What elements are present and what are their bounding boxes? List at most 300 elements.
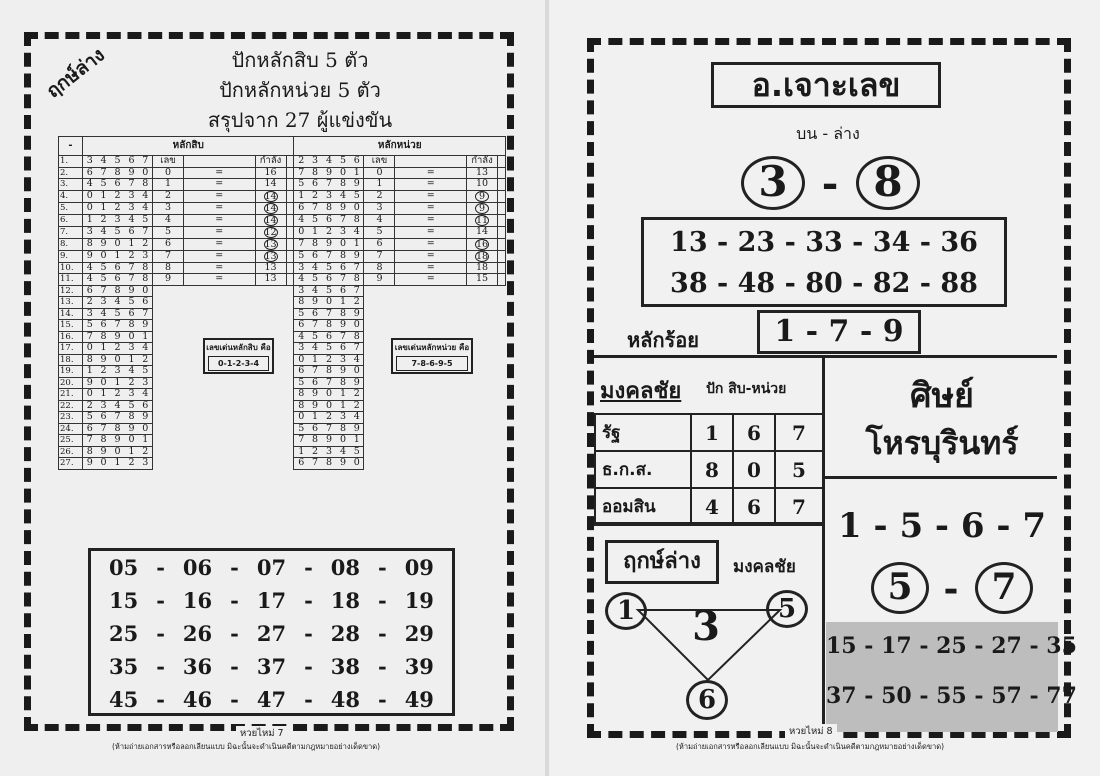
table-cell: 5 [97,262,111,274]
table-row [59,285,506,297]
table-cell: 16. [59,331,83,343]
table-cell: 8 [139,262,153,274]
table-cell [153,458,294,470]
table-cell: 4 [125,366,139,378]
table-cell: 6 [125,156,139,168]
table-cell [364,446,506,458]
table-row [59,274,506,286]
table-cell: 7 [308,202,322,214]
table-row [59,297,506,309]
table-cell [467,226,498,238]
table-cell: 9 [336,366,350,378]
table-cell: 8 [336,250,350,262]
table-cell [184,156,256,168]
table-cell: 9 [336,458,350,470]
table-cell [153,435,294,447]
table-cell: 0 [322,400,336,412]
table-cell [255,202,286,214]
table-cell: 4 [322,156,336,168]
table-cell: 9 [125,423,139,435]
table-cell: 1 [139,331,153,343]
table-cell: 0 [97,377,111,389]
table-cell [255,250,286,262]
table-cell: 0 [322,297,336,309]
table-cell: 8 [350,274,364,286]
table-row [59,167,506,179]
table-cell [153,285,294,297]
main-separator: - [821,160,839,207]
mongkol-label: รัฐ [595,414,691,451]
units-summary-title: เลขเด่นหลักหน่วย คือ [394,343,470,352]
table-cell: 18. [59,354,83,366]
table-row [59,458,506,470]
header-line-2: ปักหลักหน่วย 5 ตัว [219,78,381,102]
table-cell: 19. [59,366,83,378]
table-cell: 8 [350,331,364,343]
table-cell: 7 [308,320,322,332]
table-cell: 3 [336,354,350,366]
count-value: 14 [264,178,277,190]
table-cell: 6 [111,274,125,286]
table-cell: 9 [125,285,139,297]
table-cell: 1 [97,190,111,202]
table-cell: 1 [125,354,139,366]
table-cell: 24. [59,423,83,435]
table-cell: 4 [83,179,97,191]
table-cell: 4 [111,400,125,412]
table-cell: = [395,167,467,179]
table-cell: 8 [139,274,153,286]
table-cell: = [184,250,256,262]
table-cell: 5 [350,190,364,202]
table-cell: 8 [294,297,308,309]
table-cell: 1 [83,366,97,378]
table-row [59,250,506,262]
mongkol-subtitle: ปัก สิบ-หน่วย [706,381,787,397]
table-cell: 4 [308,285,322,297]
table-cell [255,190,286,202]
number-row: 45 - 46 - 47 - 48 - 49 [109,687,434,712]
table-cell: 2 [322,412,336,424]
right-footer: หวยไหม่ 8 [785,724,837,739]
table-cell: 5 [83,320,97,332]
table-cell: 2 [139,238,153,250]
disciple-left-digit: 5 [871,562,929,614]
table-cell: 9 [97,446,111,458]
table-cell: 6 [336,343,350,355]
table-cell: 8 [336,308,350,320]
number-cell: 17 [256,588,287,613]
table-cell: 4. [59,190,83,202]
table-cell [498,156,506,168]
table-cell: 8 [83,354,97,366]
number-cell: 35 [109,654,139,679]
table-cell: 8 [322,320,336,332]
table-cell: 9 [139,412,153,424]
count-value: 11 [476,214,489,226]
number-cell: 48 [330,687,360,712]
count-value: 9 [475,203,489,214]
mongkol-cell: 6 [733,488,775,525]
table-row [59,238,506,250]
table-cell [364,320,506,332]
table-cell: 0 [97,458,111,470]
table-cell: 7 [350,262,364,274]
table-cell: 9 [111,435,125,447]
triangle-subtitle: มงคลชัย [733,557,796,577]
table-cell: 7 [322,423,336,435]
table-cell: 3 [336,226,350,238]
table-cell: 8 [125,412,139,424]
table-cell: 3. [59,179,83,191]
table-row [59,423,506,435]
table-cell [364,377,506,389]
triangle-divider [594,522,824,525]
table-cell: 8 [125,320,139,332]
number-cell: 09 [404,555,434,580]
header-units: หลักหน่วย [294,137,506,156]
table-cell [153,412,294,424]
table-cell: 5 [111,226,125,238]
table-cell: 3 [322,190,336,202]
table-cell: = [395,238,467,250]
table-cell [286,262,294,274]
table-cell: 3 [139,458,153,470]
table-cell: 0 [336,238,350,250]
table-cell: 1 [97,343,111,355]
table-cell: 1 [294,190,308,202]
table-cell: 7 [139,226,153,238]
number-row: 15 - 16 - 17 - 18 - 19 [109,588,434,613]
table-cell: 1 [294,446,308,458]
table-cell: 2 [153,190,184,202]
table-cell: 5 [350,446,364,458]
table-cell [467,190,498,202]
table-cell: 9 [350,423,364,435]
table-cell: 7 [125,262,139,274]
table-cell: 5 [322,262,336,274]
table-cell: 14. [59,308,83,320]
table-row [59,435,506,447]
table-cell: 3 [125,202,139,214]
table-cell: 9 [322,435,336,447]
table-cell: 6 [111,262,125,274]
disciple-separator: - [943,568,959,610]
table-cell: 2 [322,226,336,238]
table-cell: 7 [336,331,350,343]
table-cell: 6 [83,423,97,435]
table-cell: 5 [139,366,153,378]
table-cell: 1 [336,389,350,401]
count-value: 18 [476,250,489,262]
table-cell: 7 [97,423,111,435]
table-cell: 6 [294,366,308,378]
table-cell: 1 [97,202,111,214]
table-cell: 4 [336,446,350,458]
table-cell: 4 [111,297,125,309]
table-cell: กำลัง [255,156,286,168]
table-cell [364,308,506,320]
count-value: 14 [264,190,277,202]
table-cell [467,250,498,262]
table-cell [498,179,506,191]
disciple-line-1: ศิษย์ [910,376,974,416]
table-cell: 6 [322,214,336,226]
section-divider [594,355,1057,358]
disciple-line-a: 15 - 17 - 25 - 27 - 35 [826,633,1077,659]
table-cell: 7 [153,250,184,262]
table-cell [153,297,294,309]
table-cell: 0 [125,435,139,447]
table-cell: 3 [83,308,97,320]
table-cell: 0 [139,285,153,297]
number-cell: 05 [109,555,139,580]
table-cell: 6 [83,167,97,179]
table-cell: 8 [83,446,97,458]
table-cell [498,238,506,250]
table-cell: 6 [294,320,308,332]
table-cell: 0 [336,435,350,447]
table-cell: = [395,202,467,214]
table-cell [153,377,294,389]
table-cell: 7 [125,179,139,191]
table-cell: 6 [125,226,139,238]
table-cell: 6. [59,214,83,226]
stats-table-body [59,156,506,470]
stats-table [58,136,506,470]
table-cell: 0 [125,331,139,343]
table-cell [153,423,294,435]
main-left-digit: 3 [741,156,805,210]
table-cell: 8 [294,389,308,401]
number-cell: 38 [330,654,360,679]
table-cell: 2 [125,377,139,389]
table-cell: 1 [308,226,322,238]
table-cell [286,226,294,238]
mongkol-cell: 7 [775,414,823,451]
table-cell: 22. [59,400,83,412]
table-cell: 4 [97,226,111,238]
table-cell: = [395,250,467,262]
table-cell [286,167,294,179]
table-cell: 7 [139,156,153,168]
mongkol-cell: 8 [691,451,733,488]
table-cell [498,250,506,262]
number-row: 35 - 36 - 37 - 38 - 39 [109,654,434,679]
table-cell: 0 [364,167,395,179]
number-cell: 25 [109,621,139,646]
table-cell: 9 [350,308,364,320]
table-cell: = [395,262,467,274]
triangle-right-digit: 5 [766,590,808,628]
table-cell: เลข [364,156,395,168]
table-cell [153,308,294,320]
disciple-digits: 1 - 5 - 6 - 7 [838,506,1046,546]
table-cell: 6 [139,297,153,309]
table-cell: 3 [111,366,125,378]
hundreds-label: หลักร้อย [627,328,700,352]
subtitle: บน - ล่าง [796,124,860,143]
table-cell: 7 [308,366,322,378]
table-cell: 0 [83,202,97,214]
table-cell: 2 [350,400,364,412]
table-cell: 7 [322,179,336,191]
table-cell: 2 [83,297,97,309]
table-cell: 9 [97,354,111,366]
table-cell [153,446,294,458]
pairs-box [641,217,1007,307]
table-cell: 0 [350,458,364,470]
table-cell: 0 [139,423,153,435]
table-cell: 3 [294,262,308,274]
table-cell: 9 [350,377,364,389]
count-value: 16 [264,166,277,178]
table-cell: 23. [59,412,83,424]
table-cell: 2 [364,190,395,202]
table-cell [286,190,294,202]
table-cell: 1 [111,458,125,470]
count-value: 13 [475,166,489,178]
table-cell: 4 [97,308,111,320]
table-cell [286,250,294,262]
pairs-line-1: 13 - 23 - 33 - 34 - 36 [670,227,978,258]
number-cell: 36 [182,654,213,679]
table-cell: 9 [322,238,336,250]
table-cell: 5 [322,343,336,355]
table-cell: 8 [364,262,395,274]
table-cell [255,238,286,250]
table-cell: 7 [350,343,364,355]
disciple-divider [824,476,1057,479]
number-grid [88,548,455,716]
table-cell: = [184,262,256,274]
mongkol-row [595,414,823,451]
table-cell: 5 [336,156,350,168]
table-cell: 25. [59,435,83,447]
table-cell: 1 [83,214,97,226]
number-cell: 19 [404,588,434,613]
units-summary-box [391,338,473,374]
table-cell [467,167,498,179]
table-cell: 0 [294,226,308,238]
table-cell: 3 [111,214,125,226]
table-cell: 4 [139,190,153,202]
title-box: อ.เจาะเลข [711,62,941,108]
table-cell [255,226,286,238]
table-cell: 0 [153,167,184,179]
table-cell [498,214,506,226]
table-cell: 1 [350,435,364,447]
table-cell: 4 [294,331,308,343]
table-cell [498,262,506,274]
table-cell: 0 [83,190,97,202]
table-cell: 9 [125,167,139,179]
table-cell [498,190,506,202]
table-cell [467,238,498,250]
table-cell: 8 [336,377,350,389]
table-cell: 0 [294,354,308,366]
table-cell: 9 [153,274,184,286]
table-cell: 8 [322,366,336,378]
table-cell: 4 [83,274,97,286]
table-cell: 3 [336,412,350,424]
table-cell: 2 [111,190,125,202]
table-cell: 6 [294,458,308,470]
table-cell: 4 [83,262,97,274]
table-cell [364,285,506,297]
count-value: 9 [475,191,489,202]
count-value: 12 [264,226,277,238]
table-cell: 7 [336,274,350,286]
table-cell: 6 [322,331,336,343]
table-row [59,190,506,202]
header-tens: หลักสิบ [83,137,294,156]
table-cell: 3 [125,389,139,401]
table-cell: 2 [125,458,139,470]
table-cell: 9 [308,389,322,401]
count-value: 10 [475,178,489,190]
table-cell: 5 [294,377,308,389]
table-cell: 5 [364,226,395,238]
table-cell: 0 [350,320,364,332]
table-cell [364,412,506,424]
table-cell: 8 [322,458,336,470]
table-cell: 8 [97,331,111,343]
table-cell [286,156,294,168]
table-row [59,214,506,226]
table-cell [255,262,286,274]
table-cell: 7 [308,458,322,470]
table-cell: 6 [308,308,322,320]
table-cell: = [184,226,256,238]
mongkol-cell: 7 [775,488,823,525]
header-line-1: ปักหลักสิบ 5 ตัว [231,48,369,72]
number-cell: 49 [404,687,434,712]
table-cell: 4 [308,343,322,355]
table-cell: 8 [153,262,184,274]
table-cell [395,156,467,168]
table-cell [286,214,294,226]
table-cell: 21. [59,389,83,401]
table-cell: 1 [153,179,184,191]
left-footer: หวยไหม่ 7 [236,726,288,741]
table-cell: 5 [294,308,308,320]
table-cell: 8 [308,167,322,179]
table-cell: 9 [111,331,125,343]
table-cell: 0 [336,167,350,179]
mongkol-cell: 0 [733,451,775,488]
table-cell: 8 [336,179,350,191]
main-right-digit: 8 [856,156,920,210]
table-cell: กำลัง [467,156,498,168]
table-cell: 9 [83,458,97,470]
table-row [59,156,506,168]
table-cell: 4 [125,214,139,226]
table-cell: 4 [139,389,153,401]
table-cell: 8 [83,238,97,250]
count-value: 14 [264,202,277,214]
table-cell: 5 [125,297,139,309]
table-cell: 6 [308,377,322,389]
table-cell: 2 [111,389,125,401]
table-cell: 2 [308,446,322,458]
table-cell: 1 [308,412,322,424]
table-cell: 3 [322,446,336,458]
table-cell: 2 [350,389,364,401]
table-cell: 9 [336,202,350,214]
table-row [59,202,506,214]
number-cell: 08 [330,555,360,580]
